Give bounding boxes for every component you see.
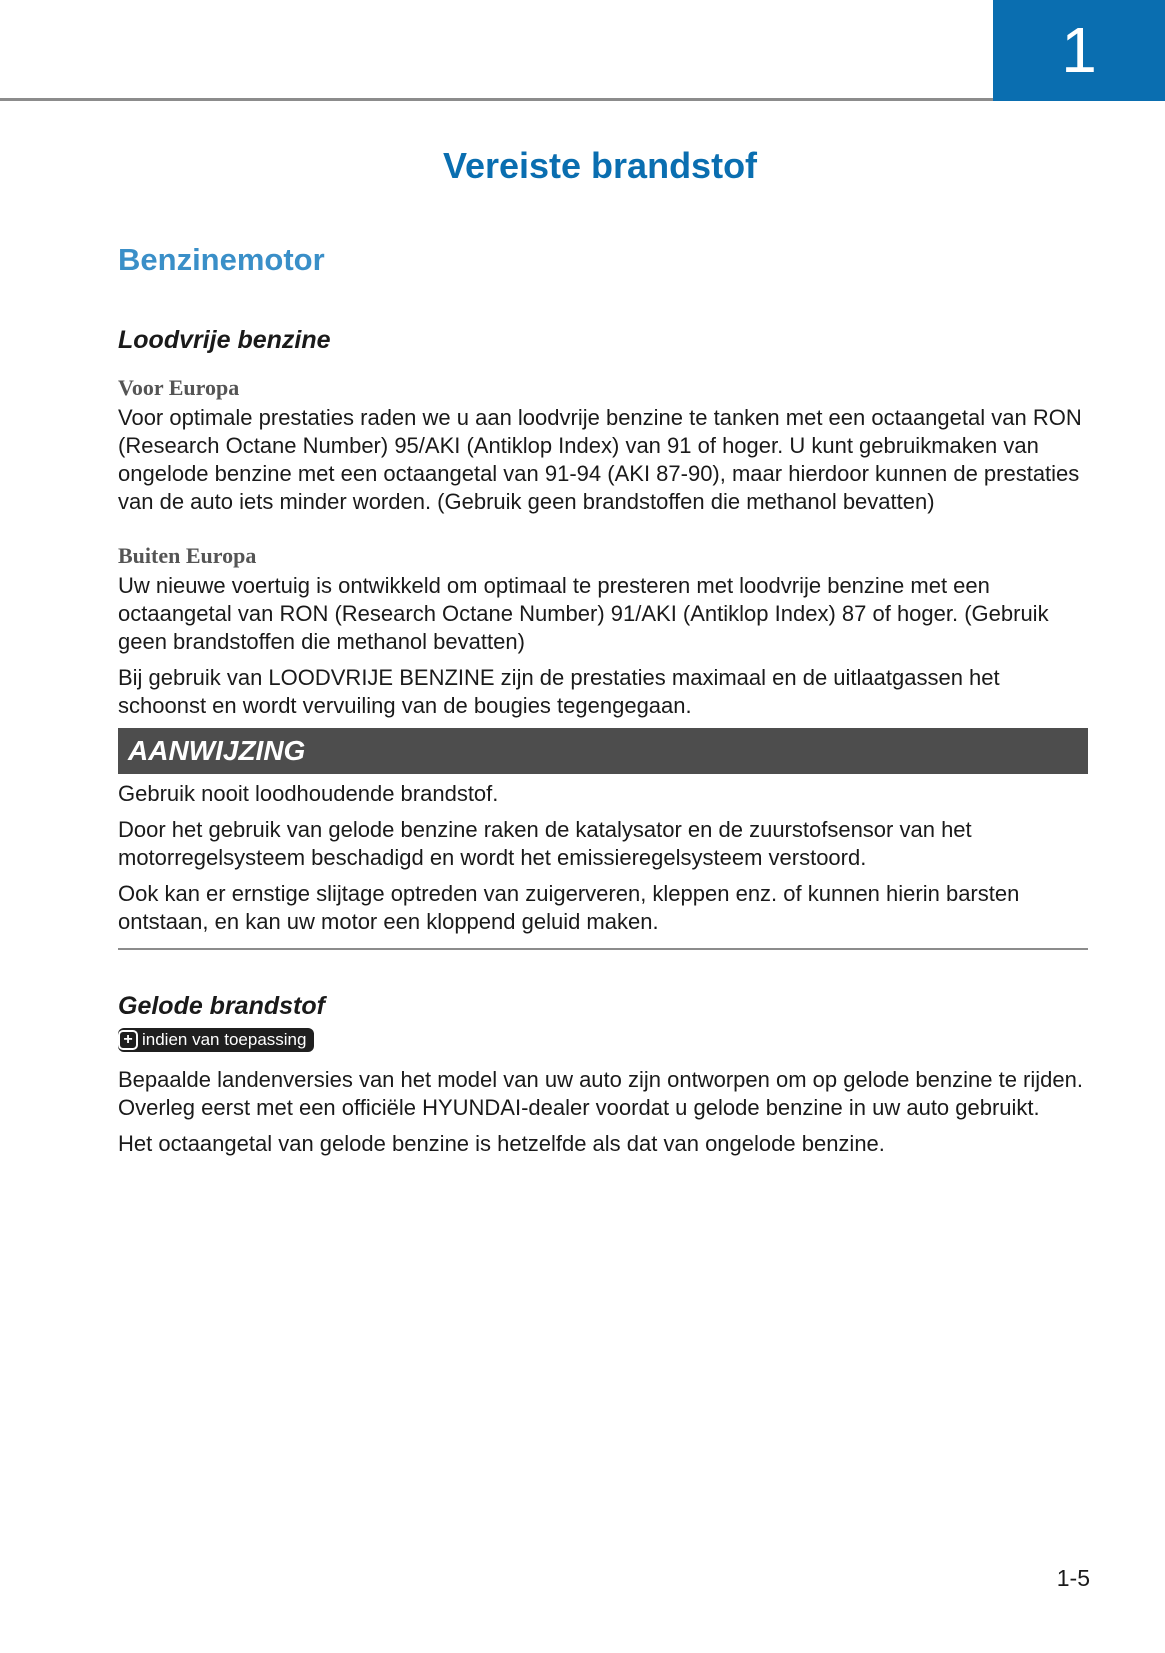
section-heading: Benzinemotor xyxy=(118,242,325,277)
page-content xyxy=(118,238,1088,1166)
header-divider xyxy=(0,98,993,101)
outside-europe-text-2: Bij gebruik van LOODVRIJE BENZINE zijn de prestaties maximaal en de uitlaatgassen het schoonst en wordt vervuiling van de bougies tegengegaan. xyxy=(118,665,1000,718)
leaded-paragraph: Het octaangetal van gelode benzine is hetzelfde als dat van ongelode benzine. xyxy=(118,1131,885,1156)
note-paragraph: Ook kan er ernstige slijtage optreden van zuigerveren, kleppen enz. of kunnen hierin barsten ontstaan, en kan uw motor een kloppend geluid maken. xyxy=(118,881,1020,934)
applicability-badge xyxy=(118,1028,314,1052)
note-paragraph: Door het gebruik van gelode benzine raken de katalysator en de zuurstofsensor van het motorregelsysteem beschadigd en wordt het emissieregelsysteem verstoord. xyxy=(118,817,972,870)
note-title: AANWIJZING xyxy=(118,728,1088,774)
note-paragraph: Gebruik nooit loodhoudende brandstof. xyxy=(118,781,499,806)
leaded-heading: Gelode brandstof xyxy=(118,992,325,1020)
badge-label: indien van toepassing xyxy=(142,1030,307,1049)
page-title: Vereiste brandstof xyxy=(442,145,758,186)
outside-europe-text: Uw nieuwe voertuig is ontwikkeld om optimaal te presteren met loodvrije benzine met een octaangetal van RON (Research Octane Number) 91/AKI (Antiklop Index) 87 of hoger. (Gebruik geen brandstoffen die methanol bevatten) xyxy=(118,573,1049,654)
chapter-tab: 1 xyxy=(993,0,1165,101)
unleaded-heading: Loodvrije benzine xyxy=(118,326,331,354)
note-divider xyxy=(118,948,1088,950)
outside-europe-label: Buiten Europa xyxy=(118,543,257,568)
europe-text: Voor optimale prestaties raden we u aan loodvrije benzine te tanken met een octaangetal van RON (Research Octane Number) 95/AKI (Antiklop Index) van 91 of hoger. U kunt gebruikmaken van ongelode benzine met een octaangetal van 91-94 (AKI 87-90), maar hierdoor kunnen de prestaties van de auto iets minder worden. (Gebruik geen brandstoffen die methanol bevatten) xyxy=(118,405,1082,514)
note-body xyxy=(118,774,1088,936)
leaded-paragraph: Bepaalde landenversies van het model van uw auto zijn ontworpen om op gelode benzine te rijden. Overleg eerst met een officiële HYUNDAI-dealer voordat u gelode benzine in uw auto gebruikt. xyxy=(118,1067,1083,1120)
europe-label: Voor Europa xyxy=(118,375,240,400)
page-number: 1-5 xyxy=(1056,1565,1090,1591)
plus-icon: + xyxy=(118,1030,138,1050)
